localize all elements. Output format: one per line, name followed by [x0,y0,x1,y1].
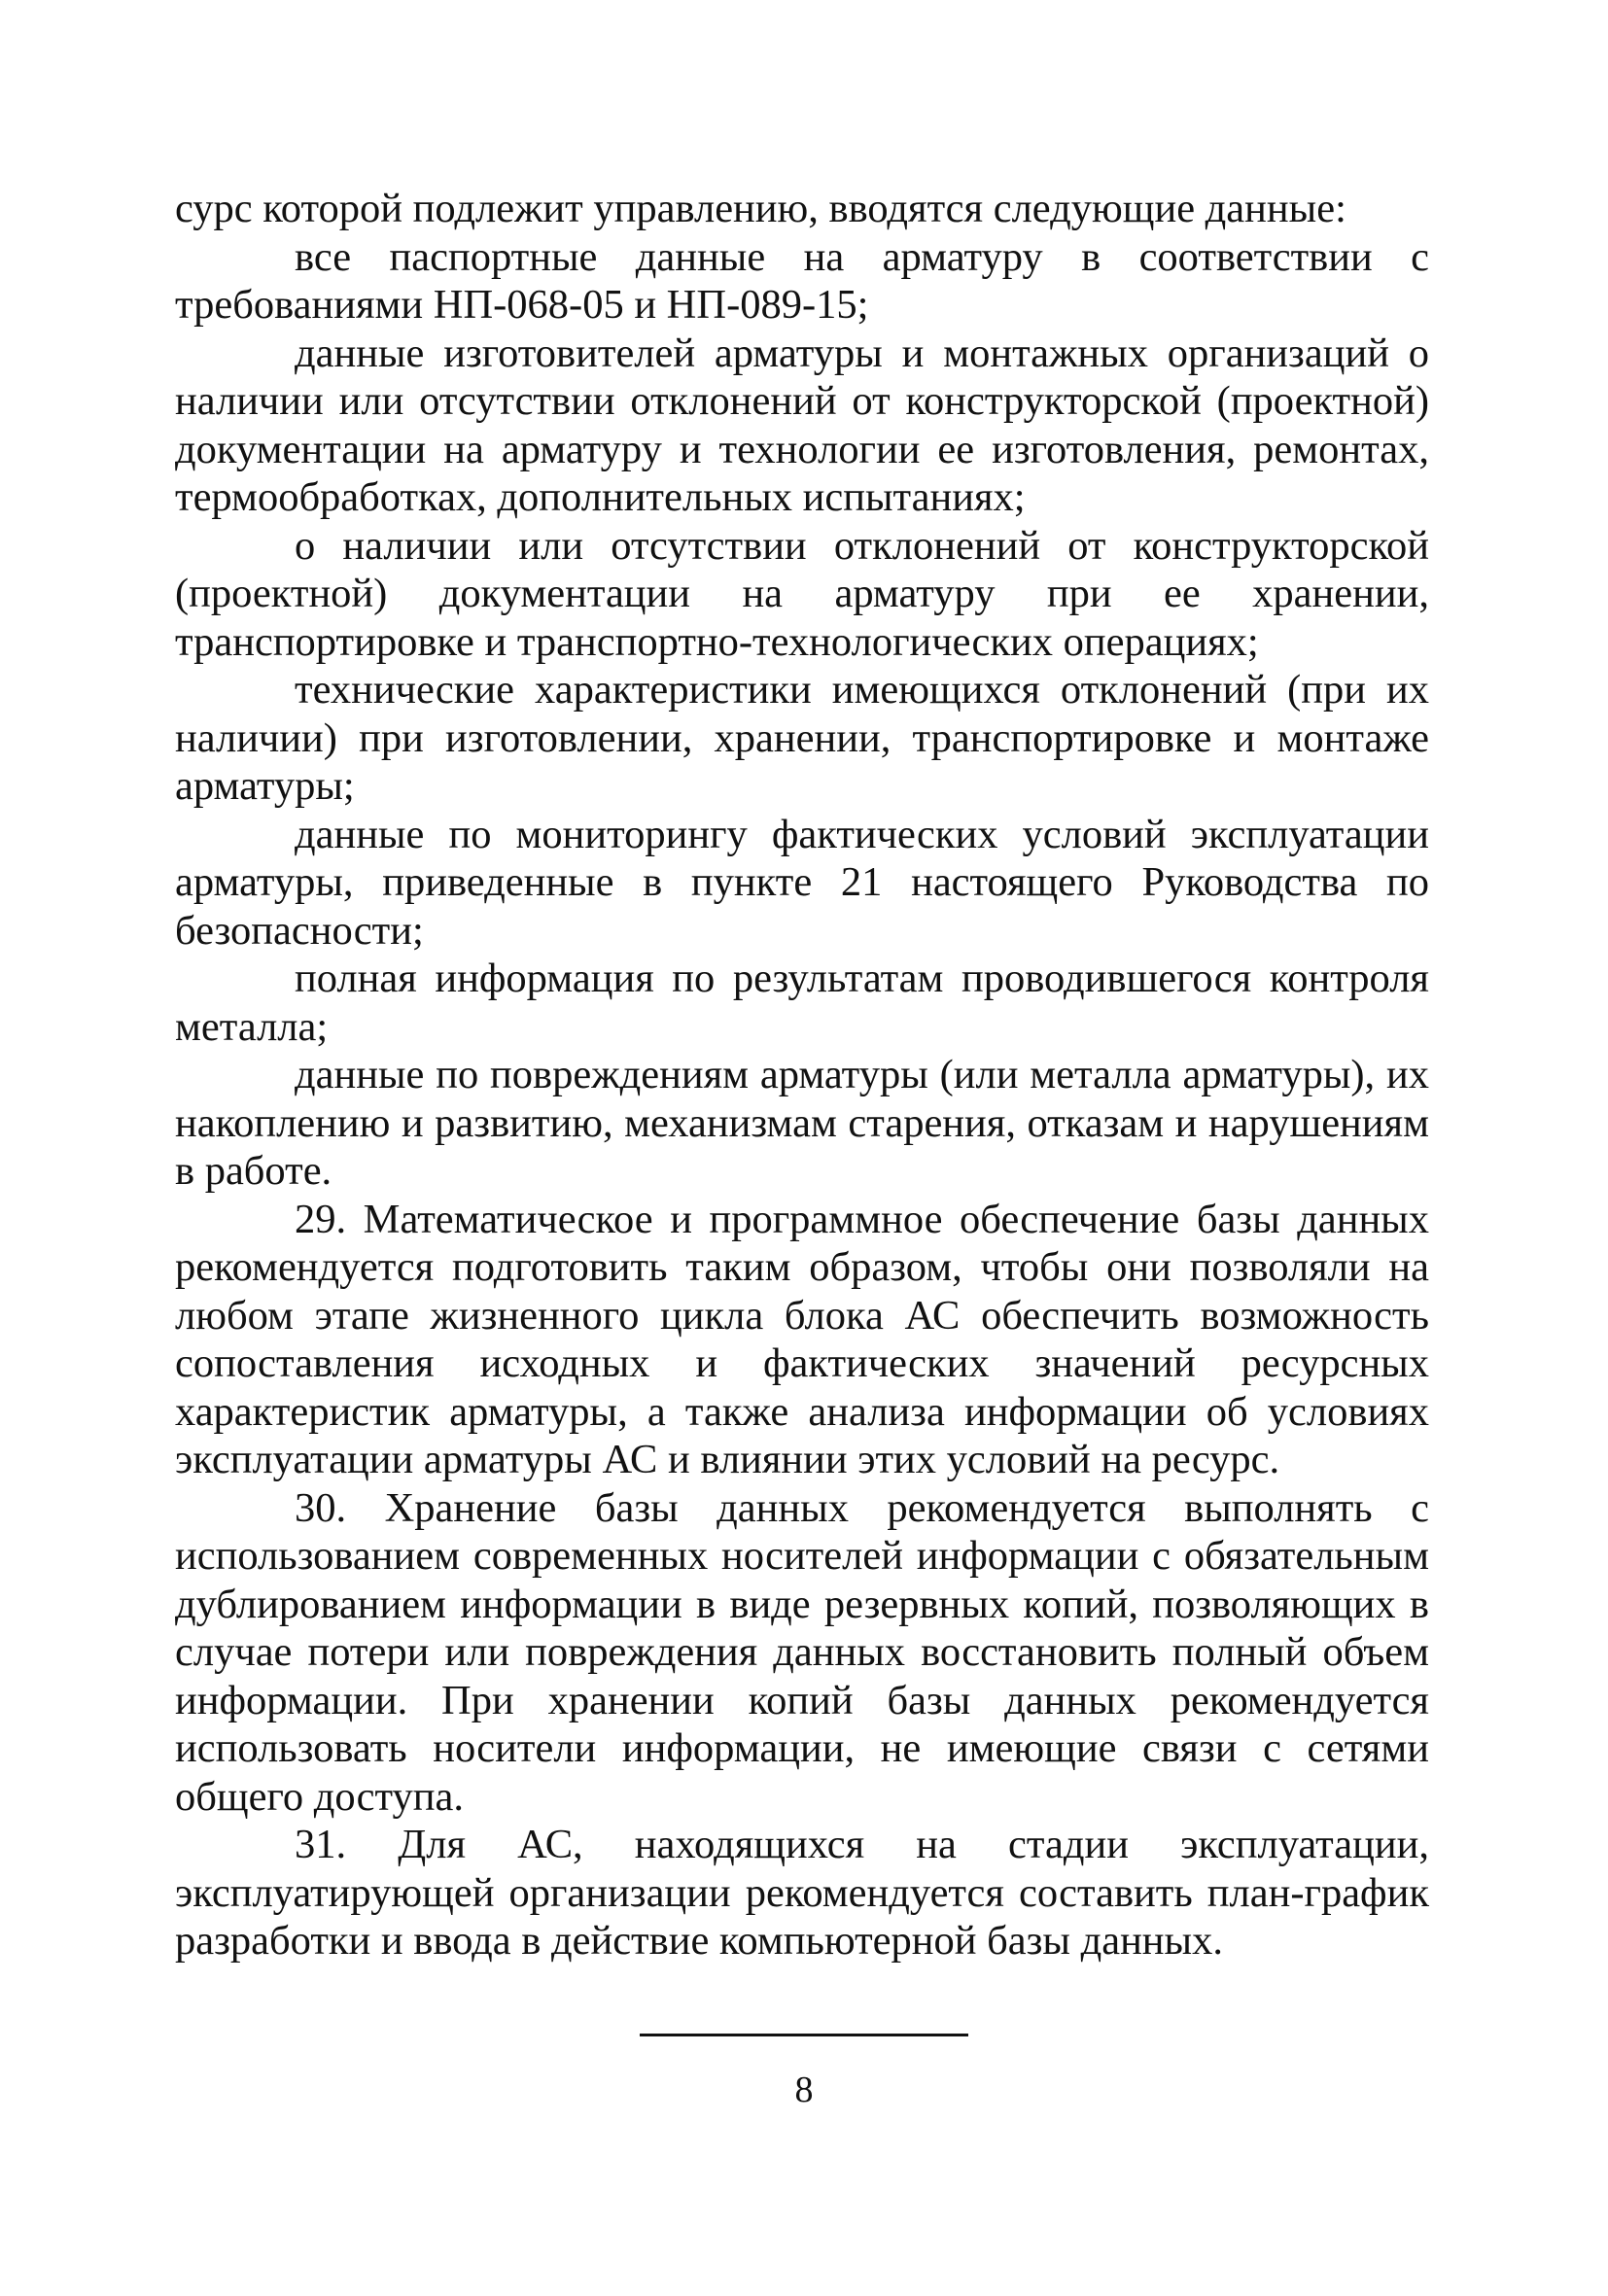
list-item-metal-inspection: полная информация по результатам проводившегося контроля металла; [175,956,1429,1050]
paragraph-continuation: сурс которой подлежит управлению, вводятся следующие данные: [175,186,1346,231]
list-item-technical-characteristics: технические характеристики имеющихся отклонений (при их наличии) при изготовлении, хранении, транспортировке и монтаже арматуры; [175,667,1429,809]
footer-divider [640,2034,968,2036]
page-number: 8 [794,2070,814,2110]
list-item-monitoring-data: данные по мониторингу фактических условий эксплуатации арматуры, приведенные в пункте 21 настоящего Руководства по безопасности; [175,811,1429,954]
list-item-storage-deviations: о наличии или отсутствии отклонений от конструкторской (проектной) документации на арматуру при ее хранении, транспортировке и транспортно-технологических операциях; [175,522,1429,665]
paragraph-29: 29. Математическое и программное обеспечение базы данных рекомендуется подготовить таким образом, чтобы они позволяли на любом этапе жизненного цикла блока АС обеспечить возможность сопоставления исходных и фактических значений ресурсных характеристик арматуры, а также анализа информации об условиях эксплуатации арматуры АС и влиянии этих условий на ресурс. [175,1196,1429,1482]
paragraph-30: 30. Хранение базы данных рекомендуется выполнять с использованием современных носителей информации с обязательным дублированием информации в виде резервных копий, позволяющих в случае потери или повреждения данных восстановить полный объем информации. При хранении копий базы данных рекомендуется использовать носители информации, не имеющие связи с сетями общего доступа. [175,1484,1429,1820]
list-item-manufacturer-data: данные изготовителей арматуры и монтажных организаций о наличии или отсутствии отклонений от конструкторской (проектной) документации на арматуру и технологии ее изготовления, ремонтах, термообработках, дополнительных испытаниях; [175,330,1429,520]
list-item-passport-data: все паспортные данные на арматуру в соответствии с требованиями НП-068-05 и НП-089-15; [175,233,1429,328]
list-item-damage-data: данные по повреждениям арматуры (или металла арматуры), их накоплению и развитию, механизмам старения, отказам и нарушениям в работе. [175,1052,1429,1194]
page-body-text [175,185,1429,1966]
paragraph-31: 31. Для АС, находящихся на стадии эксплуатации, эксплуатирующей организации рекомендуется составить план-график разработки и ввода в действие компьютерной базы данных. [175,1822,1429,1964]
